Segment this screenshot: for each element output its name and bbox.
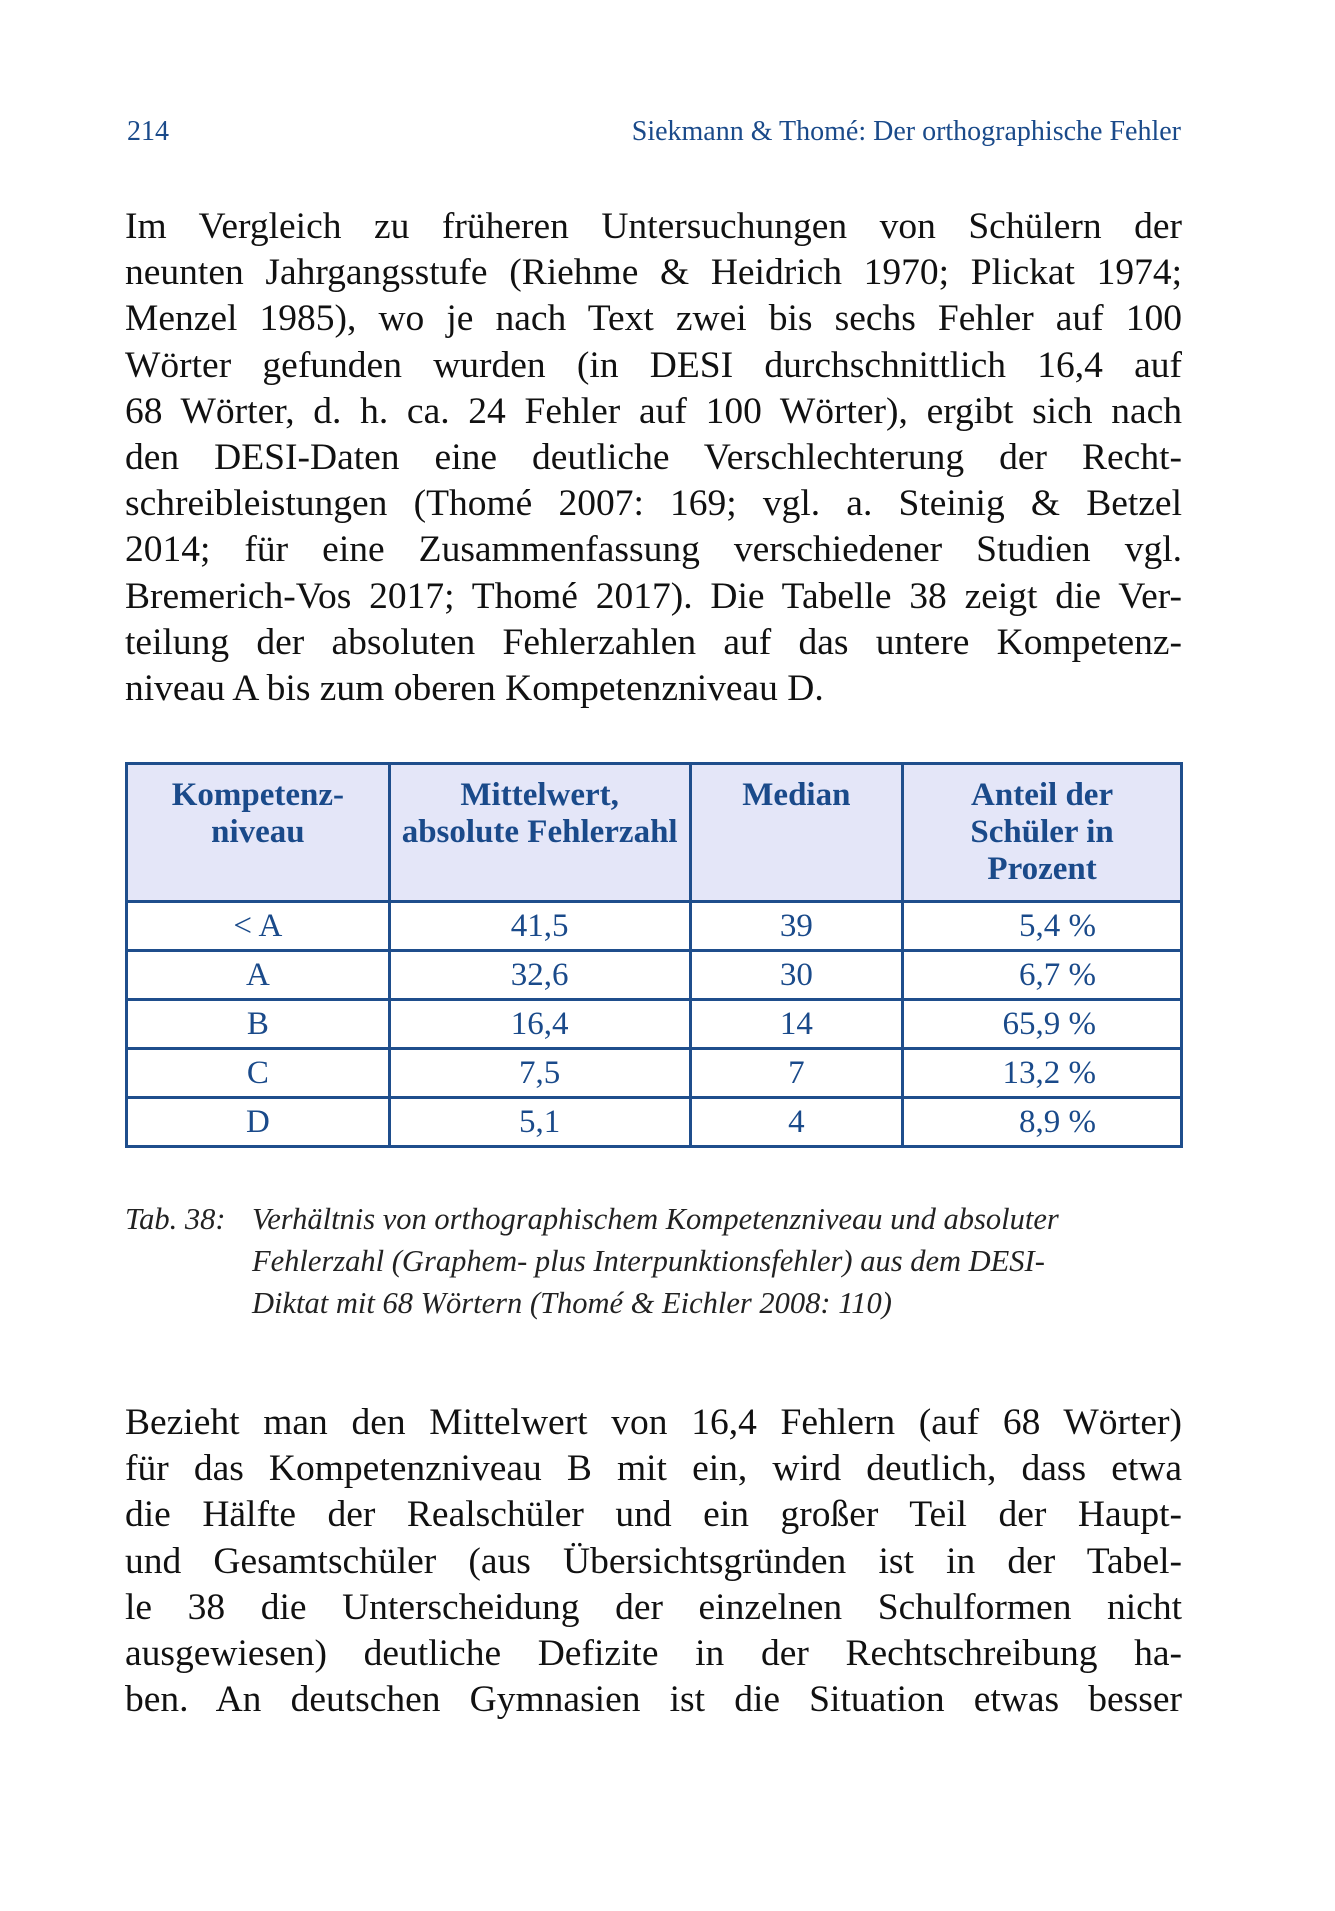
caption-label: Tab. 38: <box>125 1202 226 1236</box>
cell-median: 7 <box>690 1049 903 1098</box>
cell-mean: 41,5 <box>389 902 690 951</box>
page-number: 214 <box>127 116 169 147</box>
cell-share: 65,9 % <box>903 1000 1182 1049</box>
text-line: die Hälfte der Realschüler und ein großer Teil der Haupt- <box>125 1494 1182 1536</box>
cell-level: A <box>127 951 390 1000</box>
text-line: 2014; für eine Zusammenfassung verschiedener Studien vgl. <box>125 529 1182 571</box>
header-competence-level: Kompetenz- niveau <box>127 764 390 902</box>
paragraph-intro <box>125 204 1182 712</box>
text-line: teilung der absoluten Fehlerzahlen auf das untere Kompetenz- <box>125 621 1182 663</box>
text-line: 68 Wörter, d. h. ca. 24 Fehler auf 100 Wörter), ergibt sich nach <box>125 390 1182 432</box>
text-line: und Gesamtschüler (aus Übersichtsgründen ist in der Tabel- <box>125 1540 1182 1582</box>
cell-level: D <box>127 1098 390 1147</box>
cell-share: 6,7 % <box>903 951 1182 1000</box>
cell-median: 4 <box>690 1098 903 1147</box>
text-line: Bremerich-Vos 2017; Thomé 2017). Die Tabelle 38 zeigt die Ver- <box>125 575 1182 617</box>
cell-level: C <box>127 1049 390 1098</box>
text-line: Im Vergleich zu früheren Untersuchungen von Schülern der <box>125 206 1182 247</box>
running-head <box>127 116 1181 148</box>
competence-level-table <box>125 762 1183 1148</box>
text-line: Menzel 1985), wo je nach Text zwei bis sechs Fehler auf 100 <box>125 298 1182 340</box>
cell-mean: 5,1 <box>389 1098 690 1147</box>
header-mean-errors: Mittelwert, absolute Fehlerzahl <box>389 764 690 902</box>
cell-share: 13,2 % <box>903 1049 1182 1098</box>
text-line: ben. An deutschen Gymnasien ist die Situation etwas besser <box>125 1679 1182 1721</box>
header-median: Median <box>690 764 903 902</box>
text-line: neunten Jahrgangsstufe (Riehme & Heidrich 1970; Plickat 1974; <box>125 252 1182 294</box>
cell-level: < A <box>127 902 390 951</box>
text-line: Wörter gefunden wurden (in DESI durchschnittlich 16,4 auf <box>125 344 1182 386</box>
cell-mean: 16,4 <box>389 1000 690 1049</box>
text-line: den DESI-Daten eine deutliche Verschlechterung der Recht- <box>125 437 1182 479</box>
cell-share: 5,4 % <box>903 902 1182 951</box>
table-row <box>127 1098 1182 1147</box>
text-line: le 38 die Unterscheidung der einzelnen Schulformen nicht <box>125 1586 1182 1628</box>
cell-median: 30 <box>690 951 903 1000</box>
cell-mean: 7,5 <box>389 1049 690 1098</box>
caption-line: Verhältnis von orthographischem Kompetenzniveau und absoluter <box>252 1202 1059 1236</box>
text-line: niveau A bis zum oberen Kompetenzniveau D. <box>125 668 824 710</box>
running-title: Siekmann & Thomé: Der orthographische Fehler <box>631 116 1181 147</box>
table-row <box>127 1000 1182 1049</box>
table-row <box>127 951 1182 1000</box>
text-line: für das Kompetenzniveau B mit ein, wird deutlich, dass etwa <box>125 1448 1182 1490</box>
caption-text <box>252 1198 1182 1324</box>
table-row <box>127 1049 1182 1098</box>
cell-median: 14 <box>690 1000 903 1049</box>
cell-mean: 32,6 <box>389 951 690 1000</box>
text-line: Bezieht man den Mittelwert von 16,4 Fehlern (auf 68 Wörter) <box>125 1402 1182 1443</box>
cell-median: 39 <box>690 902 903 951</box>
cell-level: B <box>127 1000 390 1049</box>
text-line: ausgewiesen) deutliche Defizite in der Rechtschreibung ha- <box>125 1633 1182 1675</box>
caption-line: Fehlerzahl (Graphem- plus Interpunktionsfehler) aus dem DESI- <box>252 1244 1045 1278</box>
text-line: schreibleistungen (Thomé 2007: 169; vgl. a. Steinig & Betzel <box>125 483 1182 525</box>
cell-share: 8,9 % <box>903 1098 1182 1147</box>
paragraph-discussion <box>125 1400 1182 1723</box>
header-student-share: Anteil der Schüler in Prozent <box>903 764 1182 902</box>
table-row <box>127 902 1182 951</box>
caption-line: Diktat mit 68 Wörtern (Thomé & Eichler 2008: 110) <box>252 1286 892 1320</box>
table-header-row <box>127 764 1182 902</box>
